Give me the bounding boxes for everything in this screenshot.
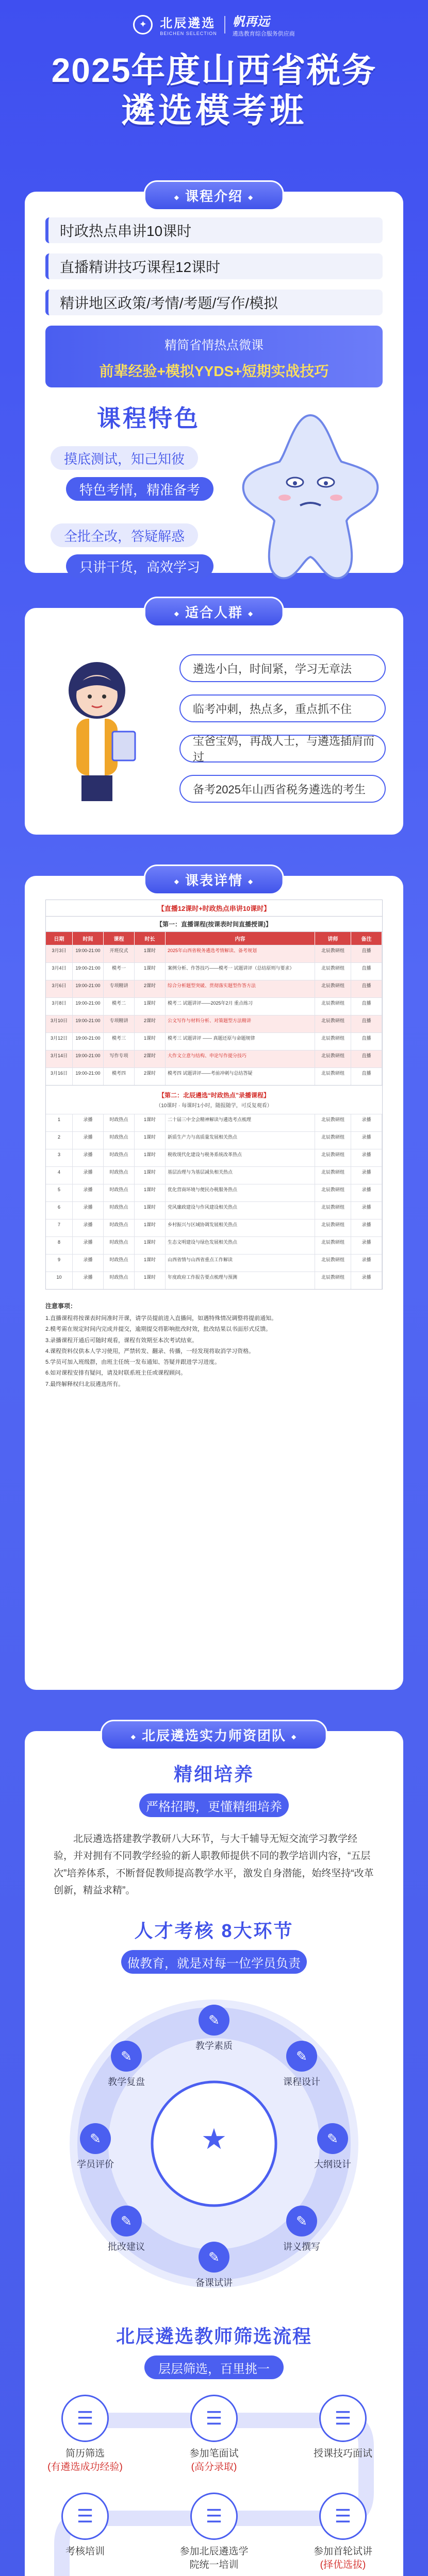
flow-step-icon: ☰	[61, 2493, 109, 2540]
team-description: 北辰遴选搭建教学教研八大环节，与大千辅导无短交流学习教学经验，并对拥有不同教学经验的新人职教师提供不同的教学培训内容，“五层次”培养体系，不断督促教师提高教学水平，激发自身潜能，始终坚持“改革创新，精益求精”。	[54, 1834, 374, 1896]
table-cell: 1课时	[135, 1272, 166, 1289]
table-cell: 年度政府工作报告要点梳理与预测	[166, 1272, 315, 1289]
table-cell: 1课时	[135, 945, 166, 962]
table-cell: 19:00-21:00	[73, 1068, 104, 1085]
table-row	[46, 980, 382, 997]
table-cell: 新质生产力与高质量发展相关热点	[166, 1132, 315, 1149]
table-cell: 录播	[73, 1149, 104, 1166]
table-cell: 时政热点	[104, 1132, 135, 1149]
table-cell: 录播	[351, 1167, 382, 1184]
table-cell: 时政热点	[104, 1184, 135, 1201]
wheel-bar: 做教育，就是对每一位学员负责	[121, 1950, 307, 1974]
table-cell: 二十届三中全会精神解读与遴选考点梳理	[166, 1114, 315, 1131]
wheel-node-label: 讲义撰写	[283, 2242, 320, 2252]
table-cell: 北辰教研组	[315, 1033, 351, 1050]
table-cell: 录播	[351, 1132, 382, 1149]
table-cell: 直播	[351, 1015, 382, 1032]
table-cell: 北辰教研组	[315, 1149, 351, 1166]
wheel-node	[101, 2041, 152, 2088]
feature-pill: 只讲干货，高效学习	[66, 554, 213, 578]
table-row	[46, 1149, 382, 1166]
selection-flow	[46, 2389, 382, 2576]
table-cell: 模考一	[104, 963, 135, 980]
table-cell: 录播	[351, 1184, 382, 1201]
intro-item: 时政热点串讲10课时	[45, 217, 383, 243]
table-cell: 直播	[351, 998, 382, 1015]
col-header: 时长	[135, 932, 166, 945]
table-cell: 3月16日	[46, 1068, 73, 1085]
table-cell: 山西省情与山西省重点工作解读	[166, 1255, 315, 1272]
promo-line2: 前辈经验+模拟YYDS+短期实战技巧	[99, 363, 329, 379]
flow-step-text: 参加首轮试讲	[313, 2546, 372, 2557]
table-cell: 北辰教研组	[315, 1255, 351, 1272]
col-header: 备注	[351, 932, 382, 945]
table-cell: 3月14日	[46, 1050, 73, 1067]
table-cell: 1课时	[135, 1149, 166, 1166]
table-row	[46, 997, 382, 1015]
table-cell: 2课时	[135, 980, 166, 997]
table-cell: 时政热点	[104, 1149, 135, 1166]
table-cell: 税收现代化建设与税务系统改革热点	[166, 1149, 315, 1166]
table-cell: 3	[46, 1149, 73, 1166]
student-illustration-icon	[45, 654, 149, 809]
table-cell: 北辰教研组	[315, 945, 351, 962]
table-cell: 模考四	[104, 1068, 135, 1085]
table-cell: 北辰教研组	[315, 963, 351, 980]
table-cell: 北辰教研组	[315, 1114, 351, 1131]
wheel-node	[70, 2123, 121, 2171]
table-cell: 北辰教研组	[315, 1219, 351, 1236]
note-line: 6.如对课程安排有疑问，请及时联系班主任或课程顾问。	[45, 1370, 187, 1377]
flow-step	[175, 2493, 253, 2571]
table-cell: 录播	[73, 1202, 104, 1219]
flow-step-icon: ☰	[61, 2395, 109, 2442]
table-row	[46, 1272, 382, 1289]
table-cell: 1课时	[135, 1167, 166, 1184]
wheel-node-label: 学员评价	[77, 2159, 114, 2170]
crowd-item: 宝爸宝妈，再战人士，与遴选插肩而过	[179, 735, 386, 762]
table-cell: 9	[46, 1255, 73, 1272]
flow-step	[175, 2395, 253, 2473]
note-line: 2.模考需在规定时间内完成并提交，逾期提交将影响批改时效，批改结果以书面形式反馈。	[45, 1326, 272, 1333]
flow-bar: 层层筛选，百里挑一	[144, 2355, 284, 2379]
table-cell: 2	[46, 1132, 73, 1149]
table-cell: 1	[46, 1114, 73, 1131]
table-cell: 大作文立意与结构、申论写作提分技巧	[166, 1050, 315, 1067]
brand-divider	[224, 16, 225, 33]
table-cell: 北辰教研组	[315, 1272, 351, 1289]
wheel-node-label: 教学素质	[195, 2041, 233, 2051]
star-mascot-icon	[238, 405, 383, 590]
wheel-title: 人才考核 8大环节	[134, 1920, 294, 1941]
table-cell: 10	[46, 1272, 73, 1289]
wheel-node-icon: ✎	[80, 2123, 111, 2154]
wheel-node	[188, 2242, 240, 2289]
table-cell: 录播	[73, 1167, 104, 1184]
table-cell: 录播	[73, 1184, 104, 1201]
table-cell: 时政热点	[104, 1272, 135, 1289]
table-cell: 2课时	[135, 1050, 166, 1067]
wheel-node-icon: ✎	[286, 2041, 317, 2072]
table-cell: 公文写作与材料分析、对策题型方法精讲	[166, 1015, 315, 1032]
wheel-node-label: 批改建议	[108, 2242, 145, 2252]
wheel-node	[101, 2206, 152, 2253]
logo-row	[0, 0, 428, 38]
table-row	[46, 1201, 382, 1219]
table-cell: 19:00-21:00	[73, 963, 104, 980]
table-cell: 专项精讲	[104, 980, 135, 997]
flow-step-note: (有遴选成功经验)	[47, 2461, 123, 2472]
schedule-sub-note: （10课时 · 每课时1小时，随报随学，可反复观看）	[156, 1103, 272, 1109]
col-header: 讲师	[315, 932, 351, 945]
table-cell: 时政热点	[104, 1237, 135, 1254]
flow-step-label	[175, 2447, 253, 2473]
table-cell: 北辰教研组	[315, 1132, 351, 1149]
table-cell: 1课时	[135, 1184, 166, 1201]
table-cell: 乡村振兴与区域协调发展相关热点	[166, 1219, 315, 1236]
flow-step-text: 参加笔面试	[189, 2448, 239, 2459]
table-cell: 2025年山西省税务遴选考情解读、备考规划	[166, 945, 315, 962]
table-cell: 录播	[73, 1132, 104, 1149]
flow-step-label	[304, 2447, 382, 2461]
section-tag-team: ◆ 北辰遴选实力师资团队 ◆	[101, 1720, 327, 1750]
table-cell: 19:00-21:00	[73, 998, 104, 1015]
table-cell: 19:00-21:00	[73, 1050, 104, 1067]
flow-step-text: 参加北辰遴选学院统一培训	[179, 2546, 249, 2570]
table-cell: 1课时	[135, 1202, 166, 1219]
flow-step-icon: ☰	[319, 2493, 367, 2540]
table-cell: 基层治理与为基层减负相关热点	[166, 1167, 315, 1184]
table-cell: 1课时	[135, 963, 166, 980]
table-cell: 3月4日	[46, 963, 73, 980]
col-header: 日期	[46, 932, 73, 945]
wheel-node-icon: ✎	[111, 2041, 142, 2072]
flow-step-icon: ☰	[319, 2395, 367, 2442]
table-cell: 8	[46, 1237, 73, 1254]
table-cell: 录播	[351, 1272, 382, 1289]
table-row	[46, 1067, 382, 1085]
table-cell: 模考二 试题讲评——2025年2月 重点练习	[166, 998, 315, 1015]
table-cell: 19:00-21:00	[73, 1015, 104, 1032]
brand-name-en: BEICHEN SELECTION	[160, 31, 217, 36]
table-cell: 直播	[351, 963, 382, 980]
promo-line1: 精简省情热点微课	[164, 338, 264, 352]
schedule-head1: 【直播12课时+时政热点串讲10课时】	[46, 900, 382, 917]
team-title: 精细培养	[173, 1764, 254, 1785]
table-cell: 时政热点	[104, 1167, 135, 1184]
flow-title: 北辰遴选教师筛选流程	[116, 2326, 312, 2347]
schedule-head2: 【第一：直播课程(按课表时间直播授课)】	[46, 917, 382, 932]
table-row	[46, 1050, 382, 1067]
wheel-node-label: 大纲设计	[314, 2159, 351, 2170]
col-header: 内容	[166, 932, 315, 945]
notes-title: 注意事项：	[45, 1302, 77, 1310]
table-cell: 时政热点	[104, 1202, 135, 1219]
flow-step-note: (择优选拔)	[320, 2559, 366, 2570]
partner-subtitle: 遴选教育综合服务供应商	[232, 31, 295, 37]
col-header: 时间	[73, 932, 104, 945]
table-cell: 案例分析、作答技巧——模考一 试题讲评（总结原则与要求）	[166, 963, 315, 980]
table-row	[46, 1114, 382, 1131]
flow-step	[46, 2395, 124, 2473]
intro-list	[25, 217, 403, 315]
table-cell: 写作专项	[104, 1050, 135, 1067]
intro-item: 精讲地区政策/考情/考题/写作/模拟	[45, 290, 383, 315]
note-line: 4.课程资料仅供本人学习使用，严禁转发、翻录、传播，一经发现将取消学习资格。	[45, 1348, 255, 1354]
note-line: 1.直播课程将按课表时间准时开课，请学员提前进入直播间，如遇特殊情况调整将提前通知。	[45, 1315, 277, 1321]
schedule-rows-live	[46, 945, 382, 1085]
table-cell: 4	[46, 1167, 73, 1184]
table-cell: 录播	[351, 1202, 382, 1219]
note-line: 7.最终解释权归北辰遴选所有。	[45, 1381, 124, 1387]
flow-step-note: (高分录取)	[191, 2461, 237, 2472]
flow-step-label	[304, 2545, 382, 2571]
table-cell: 时政热点	[104, 1114, 135, 1131]
table-cell: 北辰教研组	[315, 1184, 351, 1201]
flow-step-icon: ☰	[190, 2493, 238, 2540]
table-cell: 7	[46, 1219, 73, 1236]
schedule-card	[25, 873, 403, 1690]
flow-step-text: 授课技巧面试	[313, 2448, 372, 2459]
table-cell: 模考三 试题讲评 —— 真题还原与命题规律	[166, 1033, 315, 1050]
table-cell: 1课时	[135, 998, 166, 1015]
schedule-rows-recorded	[46, 1114, 382, 1289]
table-cell: 优化营商环境与便民办税服务热点	[166, 1184, 315, 1201]
table-cell: 综合分析题型突破、贯彻落实题型作答方法	[166, 980, 315, 997]
wheel-node-icon: ✎	[111, 2206, 142, 2236]
table-cell: 直播	[351, 945, 382, 962]
feature-pill: 摸底测试，知己知彼	[51, 446, 198, 470]
table-cell: 直播	[351, 1033, 382, 1050]
section-tag-intro: ◆ 课程介绍 ◆	[144, 180, 284, 211]
wheel-node-icon: ✎	[317, 2123, 348, 2154]
flow-step-label	[46, 2447, 124, 2473]
table-cell: 录播	[73, 1219, 104, 1236]
target-crowd-card	[25, 605, 403, 835]
hero-title-line2: 遴选模考班	[121, 91, 307, 129]
note-line: 3.录播课程开通后可随时观看，课程有效期至本次考试结束。	[45, 1337, 198, 1344]
hero-banner	[0, 0, 428, 180]
table-cell: 专项精讲	[104, 1015, 135, 1032]
flow-step-label	[175, 2545, 253, 2571]
wheel-node	[188, 2005, 240, 2052]
course-intro-card	[25, 189, 403, 575]
schedule-sub-title: 【第二：北辰遴选“时政热点”录播课程】	[158, 1092, 270, 1099]
schedule-columns	[46, 932, 382, 945]
table-cell: 3月3日	[46, 945, 73, 962]
table-cell: 19:00-21:00	[73, 945, 104, 962]
table-cell: 1课时	[135, 1255, 166, 1272]
team-bar: 严格招聘，更懂精细培养	[139, 1793, 289, 1817]
table-cell: 直播	[351, 980, 382, 997]
wheel-node-label: 教学复盘	[108, 2077, 145, 2087]
table-cell: 3月6日	[46, 980, 73, 997]
intro-item: 直播精讲技巧课程12课时	[45, 253, 383, 279]
table-cell: 3月8日	[46, 998, 73, 1015]
table-row	[46, 1166, 382, 1184]
col-header: 课程	[104, 932, 135, 945]
crowd-item: 临考冲刺，热点多，重点抓不住	[179, 694, 386, 722]
flow-step	[304, 2395, 382, 2461]
table-cell: 录播	[73, 1237, 104, 1254]
table-cell: 19:00-21:00	[73, 1033, 104, 1050]
hero-title-line1: 2025年度山西省税务	[51, 51, 377, 89]
section-tag-schedule: ◆ 课表详情 ◆	[144, 865, 284, 895]
table-cell: 时政热点	[104, 1219, 135, 1236]
note-line: 5.学员可加入班级群，由班主任统一发布通知、答疑并跟进学习进度。	[45, 1359, 221, 1365]
table-cell: 1课时	[135, 1033, 166, 1050]
wheel-node-icon: ✎	[286, 2206, 317, 2236]
table-cell: 北辰教研组	[315, 1050, 351, 1067]
feature-pill: 全批全改，答疑解惑	[51, 523, 198, 547]
table-cell: 2课时	[135, 1068, 166, 1085]
wheel-node	[307, 2123, 358, 2171]
table-cell: 2课时	[135, 1015, 166, 1032]
table-row	[46, 1236, 382, 1254]
table-cell: 北辰教研组	[315, 998, 351, 1015]
feature-area	[45, 400, 383, 596]
table-cell: 1课时	[135, 1219, 166, 1236]
flow-step-text: 简历筛选	[65, 2448, 105, 2459]
wheel-node	[276, 2041, 327, 2088]
assessment-wheel	[49, 1984, 379, 2303]
table-cell: 录播	[73, 1255, 104, 1272]
section-tag-crowd: ◆ 适合人群 ◆	[144, 597, 284, 627]
table-cell: 录播	[73, 1114, 104, 1131]
table-cell: 3月10日	[46, 1015, 73, 1032]
table-cell: 录播	[351, 1114, 382, 1131]
table-cell: 模考二	[104, 998, 135, 1015]
table-cell: 北辰教研组	[315, 1167, 351, 1184]
table-cell: 直播	[351, 1068, 382, 1085]
brand-logo-icon: ✦	[133, 15, 153, 35]
schedule-notes	[45, 1301, 383, 1389]
table-cell: 录播	[73, 1272, 104, 1289]
table-cell: 模考四 试题讲评——考前冲刺与总结答疑	[166, 1068, 315, 1085]
table-row	[46, 1219, 382, 1236]
svg-text:★: ★	[201, 2123, 227, 2155]
table-cell: 1课时	[135, 1114, 166, 1131]
crowd-item: 遴选小白，时间紧，学习无章法	[179, 654, 386, 682]
table-cell: 北辰教研组	[315, 1237, 351, 1254]
flow-step	[304, 2493, 382, 2571]
crowd-list	[179, 654, 386, 815]
table-cell: 模考三	[104, 1033, 135, 1050]
schedule-table	[45, 900, 383, 1290]
table-cell: 1课时	[135, 1132, 166, 1149]
wheel-node-label: 课程设计	[283, 2077, 320, 2087]
table-cell: 3月12日	[46, 1033, 73, 1050]
flow-step-icon: ☰	[190, 2395, 238, 2442]
table-cell: 开班仪式	[104, 945, 135, 962]
schedule-sub-head	[46, 1085, 382, 1114]
wheel-node	[276, 2206, 327, 2253]
table-cell: 录播	[351, 1255, 382, 1272]
table-cell: 6	[46, 1202, 73, 1219]
table-cell: 北辰教研组	[315, 980, 351, 997]
table-cell: 时政热点	[104, 1255, 135, 1272]
table-cell: 录播	[351, 1149, 382, 1166]
partner-name: 帆再远	[232, 15, 270, 29]
crowd-item: 备考2025年山西省税务遴选的考生	[179, 775, 386, 803]
flow-step	[46, 2493, 124, 2558]
table-cell: 录播	[351, 1237, 382, 1254]
wheel-node-icon: ✎	[199, 2242, 229, 2273]
flow-step-label	[46, 2545, 124, 2558]
feature-title: 课程特色	[97, 405, 200, 432]
promo-banner	[45, 326, 383, 387]
flow-step-text: 考核培训	[65, 2546, 105, 2557]
feature-pill: 特色考情，精准备考	[66, 477, 213, 501]
table-cell: 生态文明建设与绿色发展相关热点	[166, 1237, 315, 1254]
table-row	[46, 1131, 382, 1149]
table-cell: 北辰教研组	[315, 1068, 351, 1085]
brand-name: 北辰遴选	[160, 15, 216, 30]
table-cell: 北辰教研组	[315, 1015, 351, 1032]
table-row	[46, 1254, 382, 1272]
table-cell: 北辰教研组	[315, 1202, 351, 1219]
wheel-node-label: 备课试讲	[195, 2278, 233, 2288]
teacher-team-card	[25, 1728, 403, 2576]
table-row	[46, 945, 382, 962]
table-row	[46, 1184, 382, 1201]
table-row	[46, 962, 382, 980]
wheel-node-icon: ✎	[199, 2005, 229, 2036]
table-cell: 5	[46, 1184, 73, 1201]
table-cell: 直播	[351, 1050, 382, 1067]
table-row	[46, 1015, 382, 1032]
table-cell: 1课时	[135, 1237, 166, 1254]
table-cell: 录播	[351, 1219, 382, 1236]
table-row	[46, 1032, 382, 1050]
table-cell: 19:00-21:00	[73, 980, 104, 997]
table-cell: 党风廉政建设与作风建设相关热点	[166, 1202, 315, 1219]
